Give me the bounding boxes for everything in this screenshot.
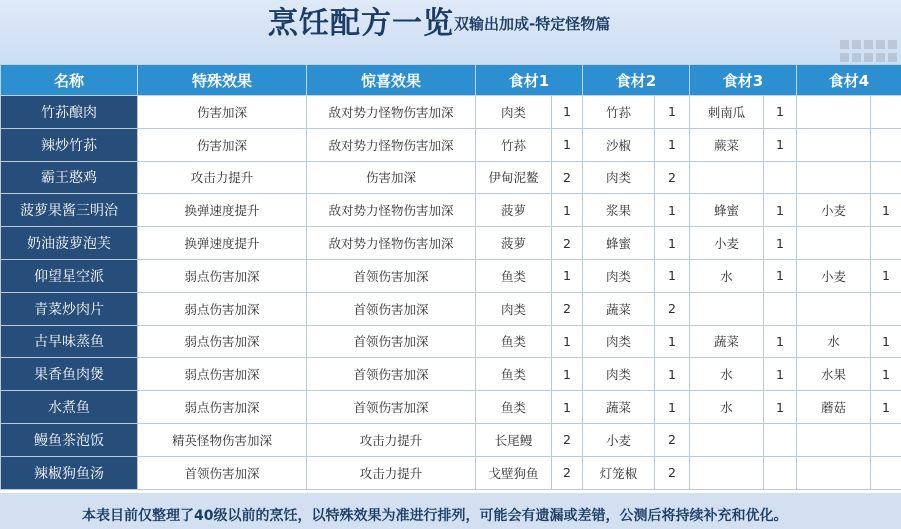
special-effect-cell: 弱点伤害加深 bbox=[138, 259, 307, 292]
ingredient-2-qty-cell: 1 bbox=[655, 128, 690, 161]
surprise-effect-cell: 首领伤害加深 bbox=[307, 358, 476, 391]
ingredient-3-cell: 水 bbox=[690, 391, 764, 424]
surprise-effect-cell: 攻击力提升 bbox=[307, 423, 476, 456]
ingredient-4-qty-cell bbox=[871, 423, 901, 456]
ingredient-3-qty-cell: 1 bbox=[764, 259, 797, 292]
ingredient-1-cell: 鱼类 bbox=[476, 391, 552, 424]
ingredient-4-cell bbox=[797, 456, 871, 489]
ingredient-2-qty-cell: 2 bbox=[655, 423, 690, 456]
table-row bbox=[1, 423, 901, 456]
title-banner bbox=[0, 0, 901, 64]
ingredient-1-qty-cell: 1 bbox=[552, 96, 583, 129]
ingredient-1-cell: 伊甸泥鳌 bbox=[476, 161, 552, 194]
ingredient-2-qty-cell: 1 bbox=[655, 96, 690, 129]
recipe-name-cell: 青菜炒肉片 bbox=[1, 292, 138, 325]
ingredient-1-qty-cell: 1 bbox=[552, 325, 583, 358]
ingredient-2-qty-cell: 1 bbox=[655, 358, 690, 391]
ingredient-1-qty-cell: 2 bbox=[552, 423, 583, 456]
ingredient-4-cell: 蘑菇 bbox=[797, 391, 871, 424]
ingredient-1-cell: 长尾鳗 bbox=[476, 423, 552, 456]
ingredient-3-cell: 刺南瓜 bbox=[690, 96, 764, 129]
ingredient-3-cell: 蔬菜 bbox=[690, 325, 764, 358]
ingredient-1-cell: 戈壁狗鱼 bbox=[476, 456, 552, 489]
ingredient-1-qty-cell: 2 bbox=[552, 292, 583, 325]
ingredient-3-cell bbox=[690, 456, 764, 489]
ingredient-1-cell: 菠萝 bbox=[476, 194, 552, 227]
surprise-effect-cell: 敌对势力怪物伤害加深 bbox=[307, 128, 476, 161]
page-title: 烹饪配方一览 bbox=[268, 6, 454, 41]
ingredient-4-qty-cell bbox=[871, 292, 901, 325]
ingredient-1-qty-cell: 2 bbox=[552, 227, 583, 260]
ingredient-3-qty-cell bbox=[764, 292, 797, 325]
special-effect-cell: 换弹速度提升 bbox=[138, 227, 307, 260]
ingredient-4-cell bbox=[797, 161, 871, 194]
surprise-effect-cell: 伤害加深 bbox=[307, 161, 476, 194]
ingredient-2-qty-cell: 2 bbox=[655, 456, 690, 489]
ingredient-4-cell: 水果 bbox=[797, 358, 871, 391]
ingredient-1-qty-cell: 1 bbox=[552, 128, 583, 161]
ingredient-4-qty-cell: 1 bbox=[871, 194, 901, 227]
ingredient-3-cell bbox=[690, 292, 764, 325]
recipe-name-cell: 辣椒狗鱼汤 bbox=[1, 456, 138, 489]
special-effect-cell: 攻击力提升 bbox=[138, 161, 307, 194]
special-effect-cell: 首领伤害加深 bbox=[138, 456, 307, 489]
column-header-surprise-effect: 惊喜效果 bbox=[307, 65, 476, 96]
table-row bbox=[1, 391, 901, 424]
ingredient-3-qty-cell: 1 bbox=[764, 325, 797, 358]
table-row bbox=[1, 227, 901, 260]
column-header-ingredient-2: 食材2 bbox=[583, 65, 690, 96]
ingredient-3-qty-cell: 1 bbox=[764, 194, 797, 227]
ingredient-1-cell: 肉类 bbox=[476, 292, 552, 325]
ingredient-3-qty-cell: 1 bbox=[764, 391, 797, 424]
ingredient-2-cell: 蜂蜜 bbox=[583, 227, 655, 260]
recipe-name-cell: 辣炒竹荪 bbox=[1, 128, 138, 161]
recipe-name-cell: 果香鱼肉煲 bbox=[1, 358, 138, 391]
ingredient-1-cell: 鱼类 bbox=[476, 259, 552, 292]
ingredient-2-cell: 竹荪 bbox=[583, 96, 655, 129]
ingredient-3-qty-cell bbox=[764, 456, 797, 489]
table-row bbox=[1, 325, 901, 358]
ingredient-2-cell: 蔬菜 bbox=[583, 391, 655, 424]
ingredient-4-qty-cell: 1 bbox=[871, 391, 901, 424]
ingredient-1-cell: 肉类 bbox=[476, 96, 552, 129]
footer-note: 本表目前仅整理了40级以前的烹饪，以特殊效果为准进行排列，可能会有遗漏或差错，公测后将持续补充和优化。 bbox=[82, 508, 788, 524]
ingredient-2-cell: 蔬菜 bbox=[583, 292, 655, 325]
surprise-effect-cell: 首领伤害加深 bbox=[307, 259, 476, 292]
ingredient-1-qty-cell: 2 bbox=[552, 456, 583, 489]
ingredient-3-cell: 蜂蜜 bbox=[690, 194, 764, 227]
recipe-table bbox=[0, 64, 901, 490]
ingredient-3-qty-cell bbox=[764, 423, 797, 456]
ingredient-2-cell: 灯笼椒 bbox=[583, 456, 655, 489]
page-subtitle: 双输出加成-特定怪物篇 bbox=[454, 15, 611, 33]
ingredient-1-qty-cell: 1 bbox=[552, 391, 583, 424]
ingredient-4-qty-cell bbox=[871, 456, 901, 489]
ingredient-2-qty-cell: 1 bbox=[655, 325, 690, 358]
special-effect-cell: 弱点伤害加深 bbox=[138, 325, 307, 358]
ingredient-4-cell bbox=[797, 423, 871, 456]
ingredient-2-cell: 肉类 bbox=[583, 358, 655, 391]
special-effect-cell: 伤害加深 bbox=[138, 96, 307, 129]
recipe-name-cell: 仰望星空派 bbox=[1, 259, 138, 292]
ingredient-3-cell bbox=[690, 161, 764, 194]
table-row bbox=[1, 96, 901, 129]
ingredient-4-qty-cell bbox=[871, 161, 901, 194]
ingredient-4-qty-cell bbox=[871, 227, 901, 260]
special-effect-cell: 弱点伤害加深 bbox=[138, 358, 307, 391]
ingredient-3-cell bbox=[690, 423, 764, 456]
ingredient-3-qty-cell bbox=[764, 161, 797, 194]
mosaic-watermark bbox=[840, 40, 900, 62]
ingredient-2-qty-cell: 1 bbox=[655, 259, 690, 292]
ingredient-2-qty-cell: 1 bbox=[655, 391, 690, 424]
special-effect-cell: 精英怪物伤害加深 bbox=[138, 423, 307, 456]
ingredient-2-cell: 浆果 bbox=[583, 194, 655, 227]
table-row bbox=[1, 259, 901, 292]
ingredient-4-cell bbox=[797, 128, 871, 161]
ingredient-4-cell: 水 bbox=[797, 325, 871, 358]
recipe-name-cell: 水煮鱼 bbox=[1, 391, 138, 424]
recipe-name-cell: 奶油菠萝泡芙 bbox=[1, 227, 138, 260]
ingredient-1-cell: 鱼类 bbox=[476, 325, 552, 358]
column-header-ingredient-3: 食材3 bbox=[690, 65, 797, 96]
ingredient-4-cell bbox=[797, 292, 871, 325]
ingredient-1-cell: 鱼类 bbox=[476, 358, 552, 391]
recipe-name-cell: 古早味蒸鱼 bbox=[1, 325, 138, 358]
surprise-effect-cell: 首领伤害加深 bbox=[307, 292, 476, 325]
ingredient-4-cell: 小麦 bbox=[797, 259, 871, 292]
ingredient-4-cell: 小麦 bbox=[797, 194, 871, 227]
recipe-name-cell: 霸王憨鸡 bbox=[1, 161, 138, 194]
special-effect-cell: 伤害加深 bbox=[138, 128, 307, 161]
ingredient-3-qty-cell: 1 bbox=[764, 227, 797, 260]
recipe-name-cell: 竹荪酿肉 bbox=[1, 96, 138, 129]
ingredient-4-qty-cell bbox=[871, 96, 901, 129]
special-effect-cell: 弱点伤害加深 bbox=[138, 391, 307, 424]
column-header-name: 名称 bbox=[1, 65, 138, 96]
surprise-effect-cell: 敌对势力怪物伤害加深 bbox=[307, 96, 476, 129]
ingredient-2-qty-cell: 1 bbox=[655, 194, 690, 227]
column-header-special-effect: 特殊效果 bbox=[138, 65, 307, 96]
ingredient-3-cell: 水 bbox=[690, 259, 764, 292]
table-row bbox=[1, 358, 901, 391]
ingredient-1-qty-cell: 2 bbox=[552, 161, 583, 194]
ingredient-2-cell: 肉类 bbox=[583, 161, 655, 194]
special-effect-cell: 弱点伤害加深 bbox=[138, 292, 307, 325]
ingredient-3-qty-cell: 1 bbox=[764, 128, 797, 161]
table-row bbox=[1, 194, 901, 227]
ingredient-2-qty-cell: 1 bbox=[655, 227, 690, 260]
ingredient-4-qty-cell bbox=[871, 128, 901, 161]
ingredient-4-qty-cell: 1 bbox=[871, 259, 901, 292]
ingredient-1-qty-cell: 1 bbox=[552, 259, 583, 292]
recipe-name-cell: 菠萝果酱三明治 bbox=[1, 194, 138, 227]
table-row bbox=[1, 128, 901, 161]
column-header-ingredient-4: 食材4 bbox=[797, 65, 901, 96]
ingredient-2-qty-cell: 2 bbox=[655, 292, 690, 325]
ingredient-4-cell bbox=[797, 227, 871, 260]
ingredient-2-cell: 小麦 bbox=[583, 423, 655, 456]
ingredient-3-cell: 水 bbox=[690, 358, 764, 391]
ingredient-3-cell: 蕨菜 bbox=[690, 128, 764, 161]
table-row bbox=[1, 456, 901, 489]
table-row bbox=[1, 161, 901, 194]
ingredient-1-qty-cell: 1 bbox=[552, 194, 583, 227]
ingredient-1-cell: 竹荪 bbox=[476, 128, 552, 161]
column-header-ingredient-1: 食材1 bbox=[476, 65, 583, 96]
table-header-row bbox=[1, 65, 901, 96]
surprise-effect-cell: 敌对势力怪物伤害加深 bbox=[307, 227, 476, 260]
ingredient-3-cell: 小麦 bbox=[690, 227, 764, 260]
recipe-name-cell: 鳗鱼茶泡饭 bbox=[1, 423, 138, 456]
ingredient-2-cell: 肉类 bbox=[583, 259, 655, 292]
ingredient-2-cell: 沙椒 bbox=[583, 128, 655, 161]
ingredient-4-cell bbox=[797, 96, 871, 129]
ingredient-2-cell: 肉类 bbox=[583, 325, 655, 358]
surprise-effect-cell: 首领伤害加深 bbox=[307, 325, 476, 358]
footer-bar bbox=[0, 493, 901, 529]
ingredient-1-cell: 菠萝 bbox=[476, 227, 552, 260]
ingredient-2-qty-cell: 2 bbox=[655, 161, 690, 194]
ingredient-1-qty-cell: 1 bbox=[552, 358, 583, 391]
table-row bbox=[1, 292, 901, 325]
surprise-effect-cell: 攻击力提升 bbox=[307, 456, 476, 489]
ingredient-4-qty-cell: 1 bbox=[871, 325, 901, 358]
special-effect-cell: 换弹速度提升 bbox=[138, 194, 307, 227]
ingredient-4-qty-cell: 1 bbox=[871, 358, 901, 391]
surprise-effect-cell: 首领伤害加深 bbox=[307, 391, 476, 424]
ingredient-3-qty-cell: 1 bbox=[764, 96, 797, 129]
ingredient-3-qty-cell: 1 bbox=[764, 358, 797, 391]
surprise-effect-cell: 敌对势力怪物伤害加深 bbox=[307, 194, 476, 227]
